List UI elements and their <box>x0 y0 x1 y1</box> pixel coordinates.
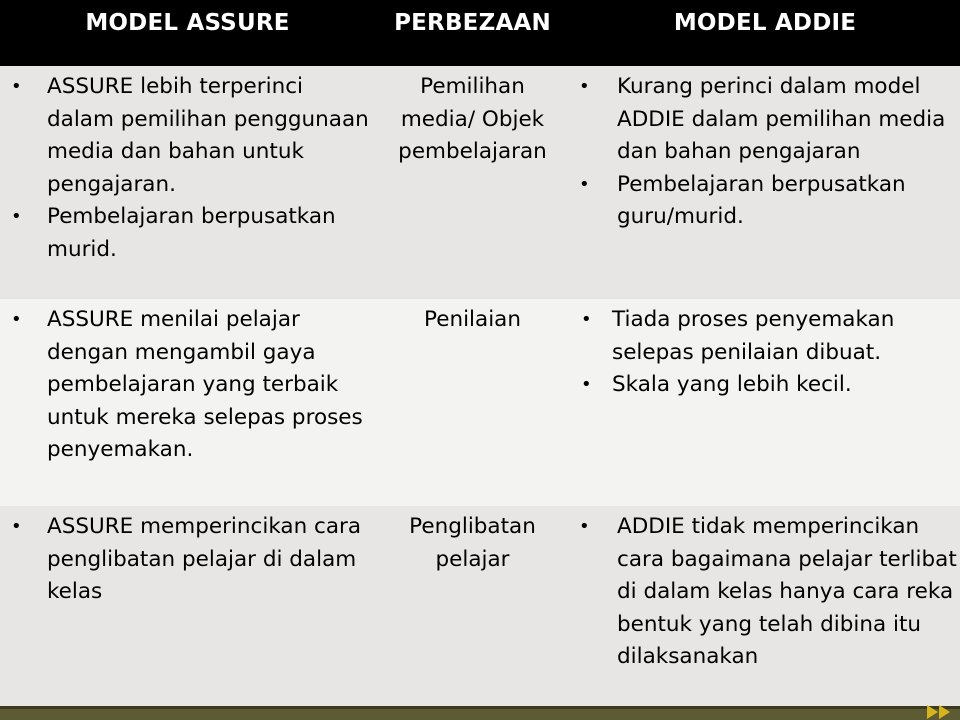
list-item-text: Skala yang lebih kecil. <box>612 372 852 397</box>
bullet-list <box>570 299 960 402</box>
bullet-icon: • <box>11 309 22 330</box>
list-item-text: Pembelajaran berpusatkan guru/murid. <box>617 171 906 229</box>
bullet-list <box>0 66 375 266</box>
bullet-icon: • <box>581 374 592 395</box>
difference-text: Penglibatan pelajar <box>409 514 536 572</box>
table-header <box>0 0 960 66</box>
addie-cell <box>570 299 960 506</box>
list-item-text: Kurang perinci dalam model ADDIE dalam pemilihan media dan bahan pengajaran <box>617 74 946 164</box>
header-perbezaan: PERBEZAAN <box>394 10 551 36</box>
assure-cell <box>0 506 375 706</box>
list-item-text: ASSURE lebih terperinci dalam pemilihan penggunaan media dan bahan untuk pengajaran. <box>47 74 369 197</box>
footer-stripe <box>0 706 960 709</box>
assure-cell <box>0 66 375 299</box>
header-model-assure: MODEL ASSURE <box>85 10 290 36</box>
table-row <box>0 66 960 299</box>
perbezaan-cell <box>375 66 570 299</box>
bullet-icon: • <box>11 516 22 537</box>
list-item <box>0 201 375 266</box>
list-item <box>0 511 375 609</box>
bullet-list <box>0 299 375 467</box>
bullet-icon: • <box>11 206 22 227</box>
difference-text: Pemilihan media/ Objek pembelajaran <box>398 74 547 164</box>
perbezaan-cell <box>375 299 570 506</box>
bullet-list <box>570 506 960 674</box>
header-model-addie: MODEL ADDIE <box>673 10 857 36</box>
footer-bar <box>0 706 960 720</box>
bullet-list <box>0 506 375 609</box>
list-item <box>0 71 375 201</box>
arrow-icon <box>927 705 938 719</box>
bullet-icon: • <box>11 76 22 97</box>
assure-cell <box>0 299 375 506</box>
list-item-text: Tiada proses penyemakan selepas penilaian dibuat. <box>612 307 895 365</box>
list-item <box>570 304 960 369</box>
arrow-icon <box>939 705 950 719</box>
bullet-icon: • <box>579 173 590 195</box>
difference-text: Penilaian <box>424 307 521 332</box>
bullet-icon: • <box>579 516 590 537</box>
bullet-icon: • <box>581 309 592 330</box>
table-row <box>0 299 960 506</box>
list-item <box>570 511 960 674</box>
bullet-icon: • <box>579 76 590 97</box>
list-item <box>570 169 960 234</box>
addie-cell <box>570 506 960 706</box>
list-item-text: ASSURE menilai pelajar dengan mengambil gaya pembelajaran yang terbaik untuk mereka selepas proses penyemakan. <box>47 307 363 462</box>
list-item <box>570 71 960 169</box>
list-item-text: Pembelajaran berpusatkan murid. <box>47 204 336 262</box>
list-item <box>0 304 375 467</box>
list-item-text: ASSURE memperincikan cara penglibatan pelajar di dalam kelas <box>47 514 362 604</box>
table-row <box>0 506 960 706</box>
list-item <box>570 369 960 402</box>
addie-cell <box>570 66 960 299</box>
perbezaan-cell <box>375 506 570 706</box>
bullet-list <box>570 66 960 234</box>
list-item-text: ADDIE tidak memperincikan cara bagaimana pelajar terlibat di dalam kelas hanya cara reka bentuk yang telah dibina itu dilaksanakan <box>617 514 957 669</box>
